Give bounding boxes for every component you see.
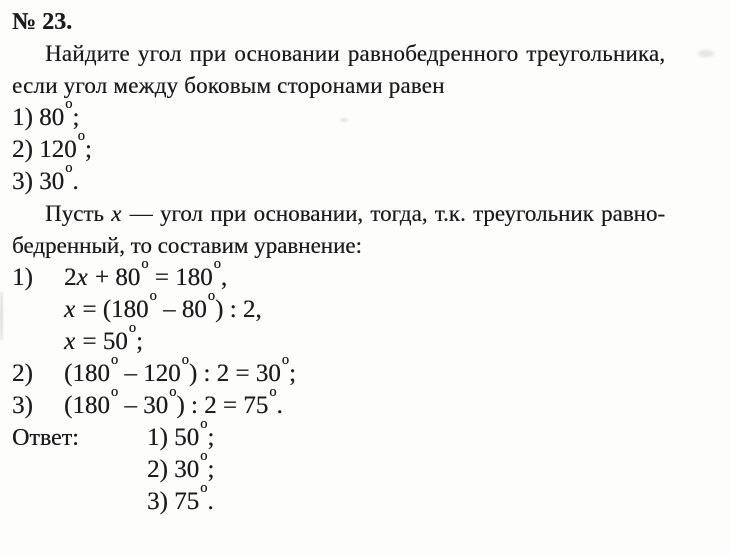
step-label [12,294,64,326]
solution-step-row [12,256,724,294]
step-label: 1) [12,264,33,291]
step-expression: $x = (180^o - 80^o)$ : 2, [64,288,262,323]
solution-step-row [12,352,724,390]
solution-steps [12,256,724,422]
option-item: 1) 80$^o$; [12,96,80,131]
problem-statement-line-2: если угол между боковым сторонами равен [12,73,445,98]
step-label [12,326,64,358]
answer-item: 3) 75$^o$. [147,480,214,515]
step-label: 3) [12,392,33,419]
answer-item: 2) 30$^o$; [147,448,215,483]
option-item: 2) 120$^o$; [12,128,92,163]
problem-options [12,96,724,198]
step-expression: (180$^o$ – 120$^o$) : $2 = 30^o$; [64,352,296,387]
answer-label: Ответ: [12,425,79,451]
answer-block [12,416,724,518]
scan-artifact [0,292,3,340]
solution-step-row [12,384,724,422]
step-label: 2) [12,360,33,387]
step-expression: $2x + 80^o = 180^o$, [64,256,228,291]
problem-number: № 23. [12,9,73,35]
solution-step-row [12,288,724,326]
problem-statement-line-1: Найдите угол при основании равнобедренного треугольника, [45,41,666,66]
solution-intro-line-1: Пусть x — угол при основании, тогда, т.к. треугольник равно- [45,201,666,226]
step-expression: $x = 50^o$; [64,320,143,355]
solution-intro-line-2: бедренный, то составим уравнение: [12,233,362,258]
solution-step-row [12,320,724,358]
answer-items [147,416,215,518]
answer-item: 1) 50$^o$; [147,416,215,451]
option-item: 3) 30$^o$. [12,160,79,195]
step-expression: (180$^o$ – 30$^o$) : $2 = 75^o$. [64,384,283,419]
scan-artifact [698,50,714,57]
scan-artifact [340,118,348,122]
